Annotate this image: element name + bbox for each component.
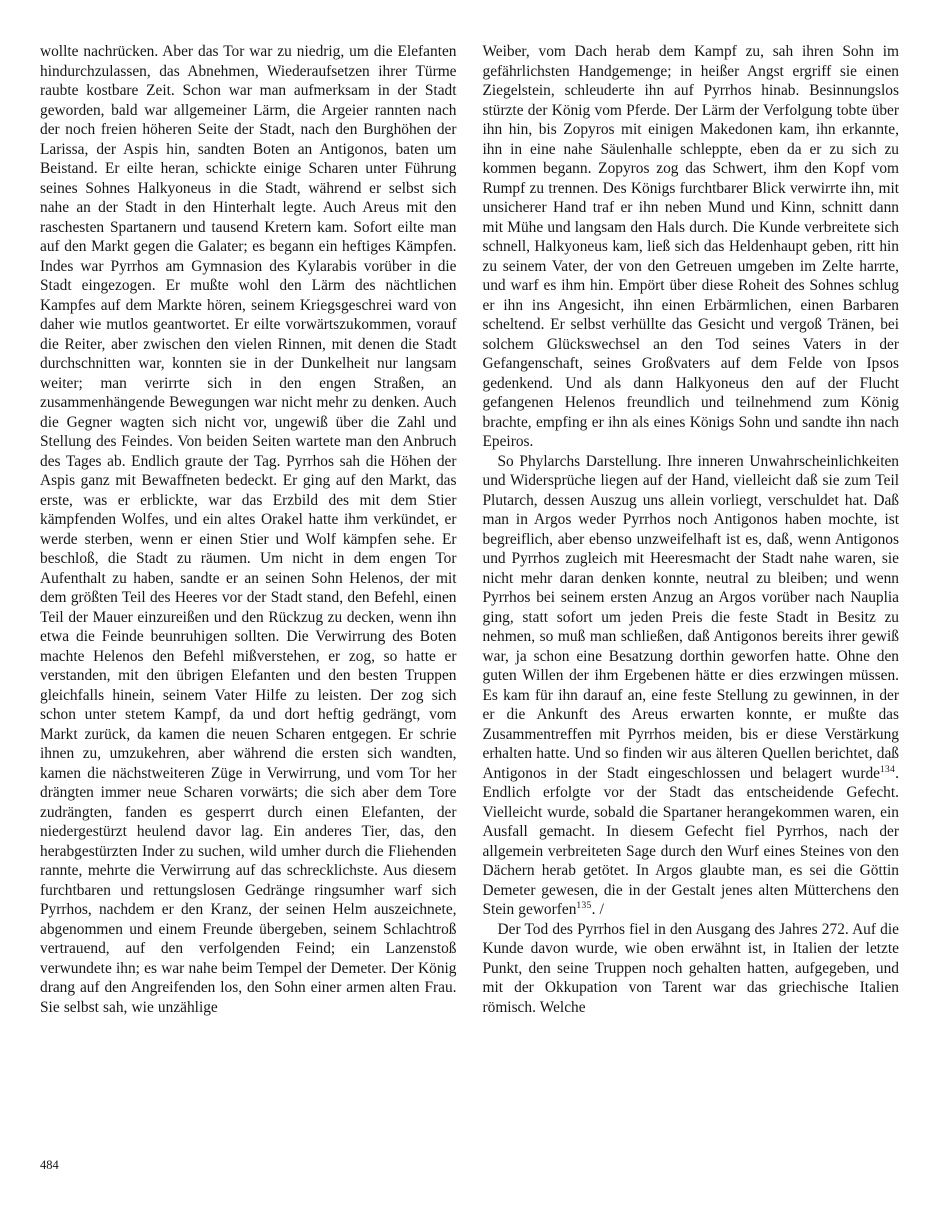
paragraph: Weiber, vom Dach herab dem Kampf zu, sah ihren Sohn im gefährlichsten Handgemenge; in heißer Angst ergriff sie einen Ziegelstein, schleuderte ihn auf Pyrrhos hinab. Besinnungslos stürzte der König vom Pferde. Der Lärm der Verfolgung tobte über ihn hin, bis Zopyros mit einigen Makedonen kam, ihn erkannte, ihn in eine nahe Säulenhalle schleppte, eben da er zu sich zu kommen begann. Zopyros zog das Schwert, ihm den Kopf vom Rumpf zu trennen. Des Königs furchtbarer Blick verwirrte ihn, mit unsicherer Hand traf er ihn neben Mund und Kinn, schnitt dann mit Mühe und langsam den Hals durch. Die Kunde verbreitete sich schnell, Halkyoneus kam, ließ sich das Heldenhaupt geben, ritt hin zu seinem Vater, der von den Getreuen umgeben im Zelte harrte, und warf es ihm hin. Empört über diese Roheit des Sohnes schlug er ihn ins Angesicht, ihn einen Erbärmlichen, einen Barbaren scheltend. Er selbst verhüllte das Gesicht und vergoß Tränen, bei solchem Glückswechsel an den Tod seines Vaters in der Gefangenschaft, seines Großvaters auf dem Felde von Ipsos gedenkend. Und als dann Halkyoneus den auf der Flucht gefangenen Helenos freundlich und teilnehmend zum König brachte, empfing er ihn als eines Königs Sohn und sandte ihn nach Epeiros. — [482, 43, 899, 450]
paragraph: wollte nachrücken. Aber das Tor war zu niedrig, um die Elefanten hindurchzulassen, das Abnehmen, Wiederaufsetzen ihrer Türme raubte kostbare Zeit. Schon war man aufmerksam in der Stadt geworden, bald war allgemeiner Lärm, die Argeier rannten nach der noch freien höheren Seite der Stadt, nach den Burghöhen der Larissa, der Aspis hin, sandten Boten an Antigonos, baten um Beistand. Er eilte heran, schickte einige Scharen unter Führung seines Sohnes Halkyoneus in die Stadt, während er selbst sich nahe an der Stadt in den Hinterhalt legte. Auch Areus mit den raschesten Spartanern und tausend Kretern kam. Sofort eilte man auf den Markt gegen die Galater; es begann ein heftiges Kämpfen. Indes war Pyrrhos am Gymnasion des Kylarabis vorüber in die Stadt eingezogen. Er mußte wohl den Lärm des nächtlichen Kampfes auf dem Markte hören, seinem Kriegsgeschrei ward von daher wie mutlos geantwortet. Er eilte vorwärtszukommen, vorauf die Reiter, aber zwischen den vielen Rinnen, mit denen die Stadt durchschnitten war, konnten sie in der Dunkelheit nur langsam weiter; man verirrte sich in den engen Straßen, an zusammenhängende Bewegungen war nicht mehr zu denken. Auch die Gegner wagten sich nicht vor, ungewiß über die Zahl und Stellung des Feindes. Von beiden Seiten wartete man den Anbruch des Tages ab. Endlich graute der Tag. Pyrrhos sah die Höhen der Aspis ganz mit Bewaffneten bedeckt. Er ging auf den Markt, das erste, was er erblickte, war das Erzbild des mit dem Stier kämpfenden Wolfes, und ein altes Orakel hatte ihm verkündet, er werde sterben, wenn er einen Stier und Wolf kämpfen sehe. Er beschloß, die Stadt zu räumen. Um nicht in dem engen Tor Aufenthalt zu haben, sandte er an seinen Sohn Helenos, der mit dem größten Teil des Heeres vor der Stadt stand, den Befehl, einen Teil der Mauer einzureißen und den Rückzug zu decken, wenn ihn etwa die Feinde beunruhigen sollten. Die Verwirrung des Boten machte Helenos den Befehl mißverstehen, er zog, so hatte er verstanden, mit den übrigen Elefanten und den besten Truppen gleichfalls hinein, seinem Vater Hilfe zu leisten. Der zog sich schon unter stetem Kampf, da und dort heftig gedrängt, vom Markt zurück, da kamen die neuen Scharen entgegen. Er schrie ihnen zu, umzukehren, aber während die ersten sich wandten, kamen die nächstweiteren Züge in Verwirrung, und vom Tor her drängten immer neue Scharen vorwärts; die sich aber dem Tore zudrängten, fanden es gesperrt durch einen Elefanten, der niedergestürzt heulend davor lag. Ein anderes Tier, das, den herabgestürzten Inder zu suchen, wild umher durch die Fliehenden rannte, mehrte die Verwirrung auf das schrecklichste. Aus diesem furchtbaren und rettungslosen Gedränge ringsumher warf sich Pyrrhos, nachdem er den Kranz, der seinen Helm auszeichnete, abgenommen und einem Freunde übergeben, seinem Schlachtroß vertrauend, auf den verfolgenden Feind; ein Lanzenstoß verwundete ihn; es war nahe beim Tempel der Demeter. Der König drang auf den Angreifenden los, den Sohn einer armen alten Frau. Sie selbst sah, wie unzählige — [40, 43, 457, 1016]
text-columns — [40, 42, 899, 1017]
page-number: 484 — [40, 1158, 59, 1172]
left-column — [40, 42, 457, 1017]
paragraph: So Phylarchs Darstellung. Ihre inneren Unwahrscheinlichkeiten und Widersprüche liegen auf der Hand, vielleicht daß sie zum Teil Plutarch, dessen Auszug uns allein vorliegt, verschuldet hat. Daß man in Argos weder Pyrrhos noch Antigonos haben mochte, ist begreiflich, aber ebenso unzweifelhaft ist es, daß, wenn Antigonos und Pyrrhos zugleich mit Heeresmacht der Stadt nahe waren, sie nicht mehr daran denken konnte, neutral zu bleiben; und wenn Pyrrhos bei seinem ersten Anzug an Argos vorüber nach Nauplia ging, statt sofort um jeden Preis die feste Stadt in Besitz zu nehmen, so muß man schließen, daß Antigonos bereits ihrer gewiß war, ja schon eine Besatzung dorthin geworfen hatte. Ohne den guten Willen der ihm Ergebenen hätte er dies erzwingen müssen. Es kam für ihn darauf an, eine feste Stellung zu gewinnen, in der er die Ankunft des Areus erwarten konnte, er mußte das Zusammentreffen mit Pyrrhos meiden, bis er diese Verstärkung erhalten hatte. Und so finden wir aus älteren Quellen berichtet, daß Antigonos in der Stadt eingeschlossen und belagert wurde$^{134}$. Endlich erfolgte vor der Stadt das entscheidende Gefecht. Vielleicht wurde, sobald die Spartaner herangekommen waren, ein Ausfall gemacht. In diesem Gefecht fiel Pyrrhos, nach der allgemein verbreiteten Sage durch den Wurf eines Steines von den Dächern herab getötet. In Argos glaubte man, es sei die Göttin Demeter gewesen, die in der Gestalt jenes alten Mütterchens den Stein geworfen$^{135}$. / — [482, 452, 899, 918]
footnote-reference: 134 — [879, 764, 896, 775]
paragraph: Der Tod des Pyrrhos fiel in den Ausgang des Jahres 272. Auf die Kunde davon wurde, wie oben erwähnt ist, in Italien der letzte Punkt, den seine Truppen noch gehalten hatten, aufgegeben, und mit der Okkupation von Tarent war das griechische Italien römisch. Welche — [482, 920, 899, 1016]
footnote-reference: 135 — [576, 900, 592, 911]
right-column — [483, 42, 900, 1017]
